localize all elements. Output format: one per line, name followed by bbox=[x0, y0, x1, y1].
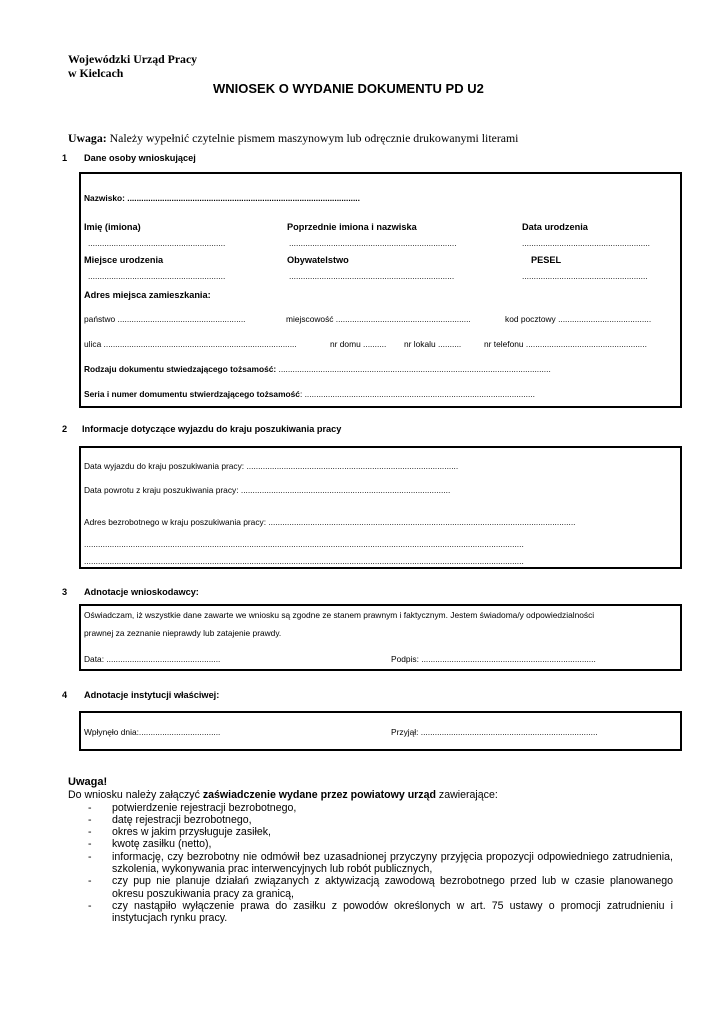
previous-names-label: Poprzednie imiona i nazwiska bbox=[287, 222, 417, 232]
section1-title: Dane osoby wnioskującej bbox=[84, 153, 196, 163]
return-date-input[interactable]: Data powrotu z kraju poszukiwania pracy: .......................................................................................... bbox=[84, 485, 451, 495]
surname-label: Nazwisko: .................................................................................................... bbox=[84, 193, 360, 203]
birth-place-label: Miejsce urodzenia bbox=[84, 255, 164, 265]
fill-instruction bbox=[68, 131, 518, 146]
section2-number: 2 bbox=[62, 424, 68, 434]
first-names-label: Imię (imiona) bbox=[84, 222, 141, 232]
section4-title: Adnotacje instytucji właściwej: bbox=[84, 690, 220, 700]
list-item-text: datę rejestracji bezrobotnego, bbox=[112, 813, 252, 826]
first-names-input[interactable]: ........................................................... bbox=[88, 238, 226, 248]
id-document-type-dots: ..................................................................................................................... bbox=[278, 364, 551, 374]
list-item bbox=[88, 900, 673, 925]
list-dash: - bbox=[88, 850, 92, 863]
address-abroad-input[interactable]: Adres bezrobotnego w kraju poszukiwania pracy: .................................................................................................................................... bbox=[84, 517, 576, 527]
id-document-number-field[interactable] bbox=[84, 389, 535, 399]
departure-date-input[interactable]: Data wyjazdu do kraju poszukiwania pracy: ........................................................................................... bbox=[84, 461, 459, 471]
list-item bbox=[88, 838, 673, 850]
fill-instruction-text: Należy wypełnić czytelnie pismem maszynowym lub odręcznie drukowanymi literami bbox=[109, 131, 519, 145]
city-input[interactable]: miejscowość .......................................................... bbox=[286, 314, 471, 324]
page-title: WNIOSEK O WYDANIE DOKUMENTU PD U2 bbox=[213, 81, 484, 96]
list-item-text: kwotę zasiłku (netto), bbox=[112, 838, 212, 851]
address-label: Adres miejsca zamieszkania: bbox=[84, 290, 211, 300]
address-abroad-line3[interactable]: ............................................................................................................................................................................................. bbox=[84, 556, 524, 566]
list-item-text: czy nastąpiło wyłączenie prawa do zasiłku z powodów określonych w art. 75 ustawy o promocji zatrudnieniu i instytucjach rynku pracy. bbox=[112, 899, 673, 925]
attachment-note-title: Uwaga! bbox=[68, 776, 108, 788]
office-name-line2: w Kielcach bbox=[68, 66, 124, 80]
surname-field[interactable] bbox=[84, 193, 360, 203]
birth-date-label: Data urodzenia bbox=[522, 222, 588, 232]
section3-number: 3 bbox=[62, 587, 68, 597]
previous-names-input[interactable]: ........................................................................ bbox=[289, 238, 457, 248]
address-abroad-line2[interactable]: ............................................................................................................................................................................................. bbox=[84, 539, 524, 549]
birth-place-input[interactable]: ........................................................... bbox=[88, 271, 226, 281]
accepted-by-input[interactable]: Przyjął: ............................................................................ bbox=[391, 727, 598, 737]
attachment-requirements-list bbox=[88, 802, 673, 925]
house-number-input[interactable]: nr domu .......... bbox=[330, 339, 387, 349]
section2-title: Informacje dotyczące wyjazdu do kraju poszukiwania pracy bbox=[82, 424, 342, 434]
list-item bbox=[88, 802, 673, 814]
list-item bbox=[88, 826, 673, 838]
list-item-text: okres w jakim przysługuje zasiłek, bbox=[112, 826, 271, 839]
section3-title: Adnotacje wnioskodawcy: bbox=[84, 587, 199, 597]
list-dash: - bbox=[88, 801, 92, 814]
list-dash: - bbox=[88, 838, 92, 851]
id-document-type-field[interactable] bbox=[84, 364, 551, 374]
list-dash: - bbox=[88, 899, 92, 912]
list-item bbox=[88, 851, 673, 876]
pesel-label: PESEL bbox=[531, 255, 562, 265]
list-item-text: czy pup nie planuje działań związanych z aktywizacją zawodową bezrobotnego przed lub w czasie planowanego okresu poszukiwania pracy za granicą, bbox=[112, 875, 673, 900]
list-item bbox=[88, 875, 673, 900]
country-input[interactable]: państwo ....................................................... bbox=[84, 314, 246, 324]
id-document-number-label: Seria i numer domumentu stwierdzającego tożsamość bbox=[84, 389, 300, 399]
phone-input[interactable]: nr telefonu .................................................... bbox=[484, 339, 647, 349]
street-input[interactable]: ulica ................................................................................... bbox=[84, 339, 297, 349]
list-item-text: informację, czy bezrobotny nie odmówił bez uzasadnionej przyczyny przyjęcia propozycji odpowiedniego zatrudnienia, szkolenia, wykonywania prac interwencyjnych lub robót publicznych, bbox=[112, 850, 673, 875]
declaration-line2: prawnej za zeznanie nieprawdy lub zatajenie prawdy. bbox=[84, 628, 282, 638]
pesel-input[interactable]: ...................................................... bbox=[522, 271, 648, 281]
id-document-number-dots: : ................................................................................................... bbox=[299, 389, 535, 399]
citizenship-input[interactable]: ....................................................................... bbox=[289, 271, 455, 281]
fill-instruction-label: Uwaga: bbox=[68, 131, 107, 145]
list-dash: - bbox=[88, 875, 92, 888]
attachment-note-intro-start: Do wniosku należy załączyć bbox=[68, 789, 203, 801]
attachment-note-intro bbox=[68, 789, 498, 801]
list-item-text: potwierdzenie rejestracji bezrobotnego, bbox=[112, 801, 297, 814]
declaration-line1: Oświadczam, iż wszystkie dane zawarte we wniosku są zgodne ze stanem prawnym i faktycznym. Jestem świadoma/y odpowiedzialności bbox=[84, 610, 595, 620]
office-name-line1: Wojewódzki Urząd Pracy bbox=[68, 52, 198, 66]
applicant-date-input[interactable]: Data: ................................................. bbox=[84, 654, 221, 664]
birth-date-input[interactable]: ....................................................... bbox=[522, 238, 650, 248]
applicant-signature-input[interactable]: Podpis: ........................................................................... bbox=[391, 654, 596, 664]
attachment-note-intro-end: zawierające: bbox=[435, 789, 498, 801]
list-dash: - bbox=[88, 826, 92, 839]
received-date-input[interactable]: Wpłynęło dnia:................................... bbox=[84, 727, 221, 737]
attachment-note-intro-bold: zaświadczenie wydane przez powiatowy urząd bbox=[202, 789, 436, 801]
section1-number: 1 bbox=[62, 153, 68, 163]
citizenship-label: Obywatelstwo bbox=[287, 255, 349, 265]
list-item bbox=[88, 814, 673, 826]
flat-number-input[interactable]: nr lokalu .......... bbox=[404, 339, 462, 349]
postal-code-input[interactable]: kod pocztowy ........................................ bbox=[505, 314, 652, 324]
list-dash: - bbox=[88, 813, 92, 826]
id-document-type-label: Rodzaju dokumentu stwiedzającego tożsamość: bbox=[84, 364, 277, 374]
section4-number: 4 bbox=[62, 690, 68, 700]
